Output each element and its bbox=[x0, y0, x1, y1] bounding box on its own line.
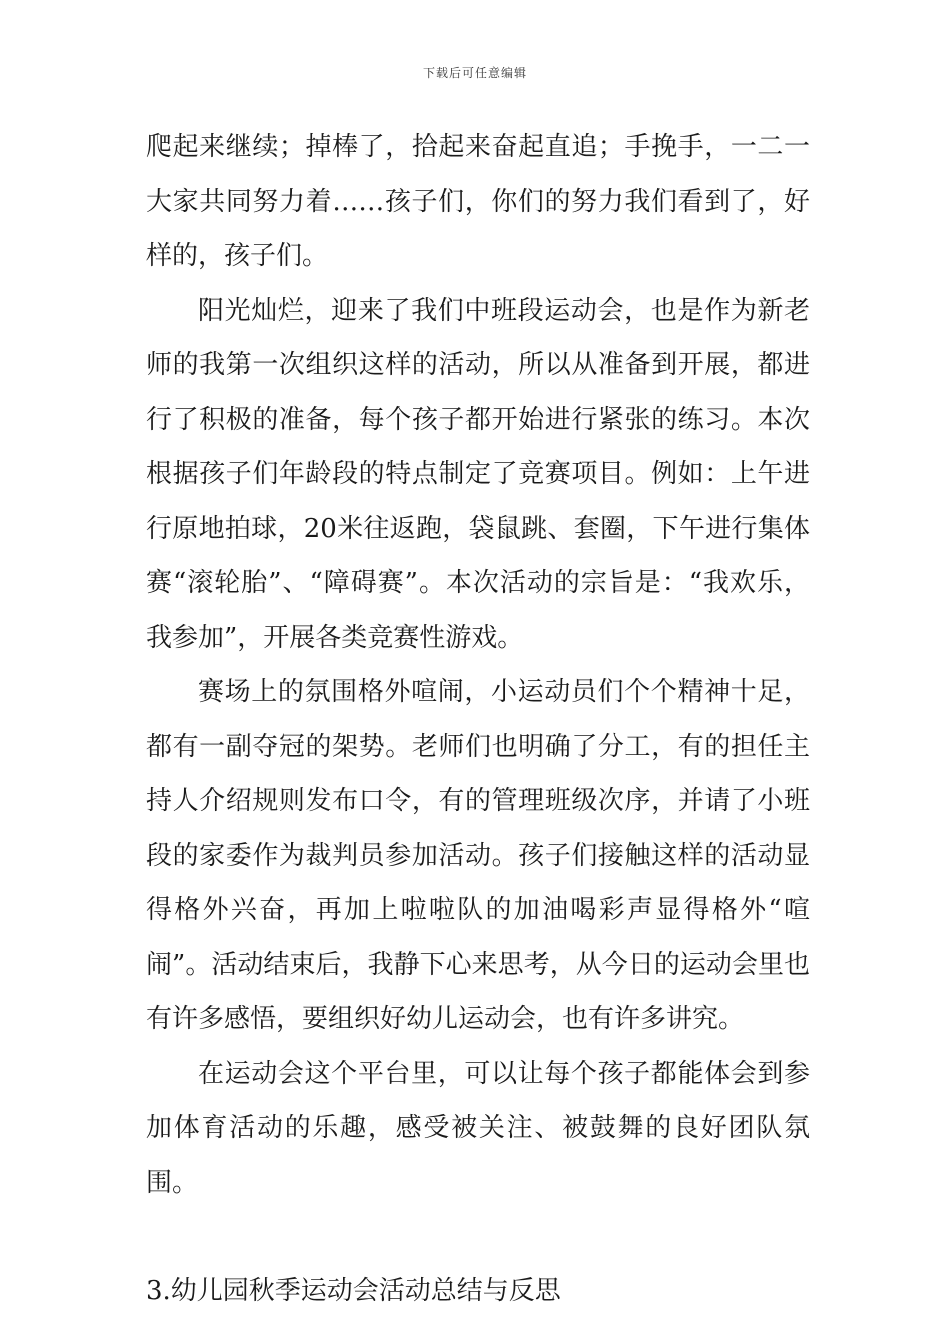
document-body bbox=[146, 120, 810, 1319]
paragraph: 在运动会这个平台里，可以让每个孩子都能体会到参加体育活动的乐趣，感受被关注、被鼓舞的良好团队氛围。 bbox=[146, 1058, 810, 1198]
section-heading: 3.幼儿园秋季运动会活动总结与反思 bbox=[146, 1276, 561, 1306]
paragraph: 阳光灿烂，迎来了我们中班段运动会，也是作为新老师的我第一次组织这样的活动，所以从准备到开展，都进行了积极的准备，每个孩子都开始进行紧张的练习。本次根据孩子们年龄段的特点制定了竞赛项目。例如：上午进行原地拍球，20米往返跑，袋鼠跳、套圈，下午进行集体赛“滚轮胎”、“障碍赛”。本次活动的宗旨是：“我欢乐，我参加”，开展各类竞赛性游戏。 bbox=[146, 295, 810, 653]
page-header-note: 下载后可任意编辑 bbox=[422, 66, 527, 80]
paragraph-continuation: 爬起来继续；掉棒了，拾起来奋起直追；手挽手，一二一大家共同努力着……孩子们，你们的努力我们看到了，好样的，孩子们。 bbox=[146, 132, 810, 271]
paragraph: 赛场上的氛围格外喧闹，小运动员们个个精神十足，都有一副夺冠的架势。老师们也明确了分工，有的担任主持人介绍规则发布口令，有的管理班级次序，并请了小班段的家委作为裁判员参加活动。孩子们接触这样的活动显得格外兴奋，再加上啦啦队的加油喝彩声显得格外“喧闹”。活动结束后，我静下心来思考，从今日的运动会里也有许多感悟，要组织好幼儿运动会，也有许多讲究。 bbox=[146, 677, 810, 1034]
